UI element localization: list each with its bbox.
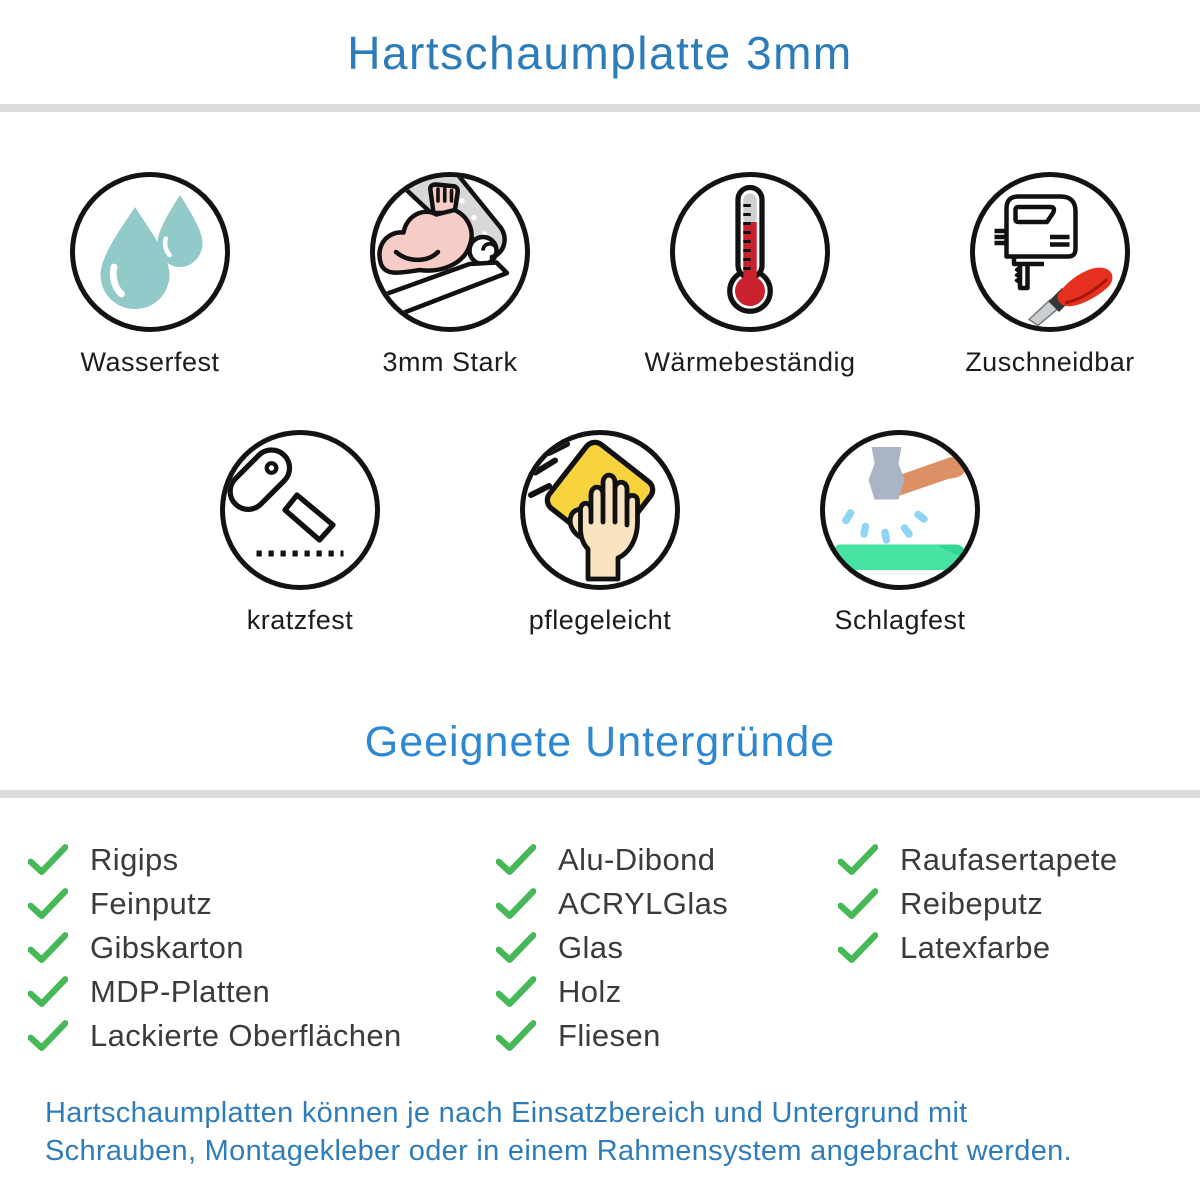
feature-zuschneidbar xyxy=(900,172,1200,378)
substrates-column-3 xyxy=(838,838,1200,1058)
feature-circle xyxy=(670,172,830,332)
substrate-label: Feinputz xyxy=(90,886,213,921)
substrate-item xyxy=(28,1014,496,1058)
check-icon xyxy=(496,976,536,1008)
feature-3mm-stark xyxy=(300,172,600,378)
hand-cloth-icon xyxy=(525,435,675,585)
substrate-item xyxy=(496,838,838,882)
substrate-label: Glas xyxy=(558,930,624,965)
substrate-item xyxy=(28,882,496,926)
page-title: Hartschaumplatte 3mm xyxy=(347,27,853,79)
feature-waermebestaendig xyxy=(600,172,900,378)
substrate-item xyxy=(496,882,838,926)
check-icon xyxy=(838,844,878,876)
thermometer-icon xyxy=(675,177,825,327)
feature-pflegeleicht xyxy=(450,430,750,636)
check-icon xyxy=(28,888,68,920)
feature-circle xyxy=(520,430,680,590)
check-icon xyxy=(28,932,68,964)
feature-circle xyxy=(70,172,230,332)
check-icon xyxy=(496,932,536,964)
substrate-label: Fliesen xyxy=(558,1018,661,1053)
feature-label: Wärmebeständig xyxy=(644,347,856,377)
check-icon xyxy=(496,844,536,876)
feature-label: 3mm Stark xyxy=(382,347,518,377)
feature-label: pflegeleicht xyxy=(528,605,672,635)
feature-label: kratzfest xyxy=(246,605,354,635)
footer-line-2: Schrauben, Montagekleber oder in einem Rahmensystem angebracht werden. xyxy=(45,1135,1072,1167)
substrate-item xyxy=(28,926,496,970)
muscle-arm-roll-icon xyxy=(375,177,525,327)
feature-label: Wasserfest xyxy=(80,347,220,377)
substrate-label: MDP-Platten xyxy=(90,974,271,1009)
substrates-list xyxy=(0,838,1200,1058)
footer-line-1: Hartschaumplatten können je nach Einsatzbereich und Untergrund mit xyxy=(45,1097,968,1129)
substrate-item xyxy=(28,970,496,1014)
feature-circle xyxy=(370,172,530,332)
water-drops-icon xyxy=(75,177,225,327)
substrate-label: Alu-Dibond xyxy=(558,842,716,877)
substrate-item xyxy=(838,882,1200,926)
utility-knife-icon xyxy=(225,435,375,585)
substrate-label: Lackierte Oberflächen xyxy=(90,1018,402,1053)
feature-label: Schlagfest xyxy=(834,605,966,635)
substrate-item xyxy=(496,970,838,1014)
feature-circle xyxy=(220,430,380,590)
substrate-label: Raufasertapete xyxy=(900,842,1118,877)
substrate-label: Holz xyxy=(558,974,622,1009)
footer-note xyxy=(45,1094,1200,1170)
feature-row-1 xyxy=(0,172,1200,378)
feature-kratzfest xyxy=(150,430,450,636)
feature-label: Zuschneidbar xyxy=(965,347,1135,377)
check-icon xyxy=(28,844,68,876)
feature-circle xyxy=(820,430,980,590)
jigsaw-knife-icon xyxy=(975,177,1125,327)
check-icon xyxy=(838,932,878,964)
substrate-item xyxy=(838,926,1200,970)
substrate-label: Reibeputz xyxy=(900,886,1044,921)
substrates-column-1 xyxy=(28,838,496,1058)
feature-row-2 xyxy=(0,430,1200,636)
substrate-item xyxy=(838,838,1200,882)
substrates-column-2 xyxy=(496,838,838,1058)
substrate-item xyxy=(496,926,838,970)
feature-wasserfest xyxy=(0,172,300,378)
check-icon xyxy=(28,976,68,1008)
check-icon xyxy=(28,1020,68,1052)
feature-schlagfest xyxy=(750,430,1050,636)
substrate-label: Latexfarbe xyxy=(900,930,1051,965)
substrate-label: ACRYLGlas xyxy=(558,886,729,921)
substrates-heading: Geeignete Untergründe xyxy=(364,718,836,766)
check-icon xyxy=(838,888,878,920)
check-icon xyxy=(496,1020,536,1052)
check-icon xyxy=(496,888,536,920)
substrate-item xyxy=(28,838,496,882)
substrate-item xyxy=(496,1014,838,1058)
hammer-icon xyxy=(825,435,975,585)
feature-circle xyxy=(970,172,1130,332)
section-divider xyxy=(0,790,1200,798)
section-divider xyxy=(0,104,1200,112)
substrate-label: Gibskarton xyxy=(90,930,244,965)
substrate-label: Rigips xyxy=(90,842,179,877)
